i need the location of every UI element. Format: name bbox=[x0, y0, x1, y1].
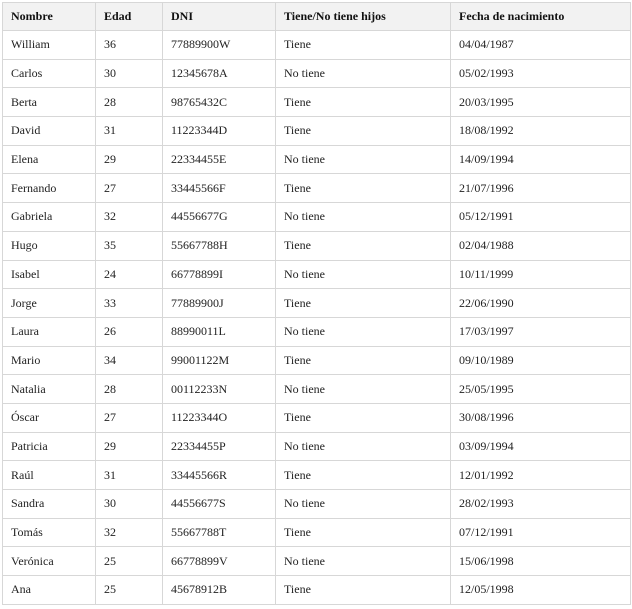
table-row bbox=[3, 203, 631, 232]
cell-hijos: No tiene bbox=[276, 203, 451, 232]
cell-nombre: Tomás bbox=[3, 518, 96, 547]
cell-hijos: No tiene bbox=[276, 317, 451, 346]
cell-fecha-nacimiento: 10/11/1999 bbox=[451, 260, 631, 289]
table-row bbox=[3, 174, 631, 203]
header-edad: Edad bbox=[96, 3, 163, 31]
cell-fecha-nacimiento: 18/08/1992 bbox=[451, 117, 631, 146]
cell-fecha-nacimiento: 30/08/1996 bbox=[451, 403, 631, 432]
cell-hijos: No tiene bbox=[276, 260, 451, 289]
header-nombre: Nombre bbox=[3, 3, 96, 31]
people-table bbox=[2, 2, 631, 605]
cell-edad: 27 bbox=[96, 403, 163, 432]
cell-nombre: Patricia bbox=[3, 432, 96, 461]
table-row bbox=[3, 346, 631, 375]
cell-hijos: No tiene bbox=[276, 59, 451, 88]
header-dni: DNI bbox=[163, 3, 276, 31]
cell-dni: 99001122M bbox=[163, 346, 276, 375]
table-row bbox=[3, 432, 631, 461]
table-row bbox=[3, 88, 631, 117]
cell-dni: 00112233N bbox=[163, 375, 276, 404]
cell-fecha-nacimiento: 12/01/1992 bbox=[451, 461, 631, 490]
cell-edad: 33 bbox=[96, 289, 163, 318]
cell-edad: 32 bbox=[96, 518, 163, 547]
table-row bbox=[3, 375, 631, 404]
cell-nombre: Berta bbox=[3, 88, 96, 117]
cell-nombre: Mario bbox=[3, 346, 96, 375]
table-row bbox=[3, 576, 631, 605]
cell-dni: 44556677S bbox=[163, 490, 276, 519]
cell-hijos: Tiene bbox=[276, 403, 451, 432]
cell-dni: 12345678A bbox=[163, 59, 276, 88]
cell-hijos: No tiene bbox=[276, 432, 451, 461]
cell-dni: 77889900J bbox=[163, 289, 276, 318]
cell-fecha-nacimiento: 02/04/1988 bbox=[451, 231, 631, 260]
cell-hijos: Tiene bbox=[276, 461, 451, 490]
header-fecha-nacimiento: Fecha de nacimiento bbox=[451, 3, 631, 31]
cell-nombre: Carlos bbox=[3, 59, 96, 88]
cell-nombre: Jorge bbox=[3, 289, 96, 318]
table-row bbox=[3, 289, 631, 318]
cell-hijos: Tiene bbox=[276, 231, 451, 260]
cell-dni: 77889900W bbox=[163, 31, 276, 60]
cell-dni: 33445566F bbox=[163, 174, 276, 203]
cell-dni: 55667788T bbox=[163, 518, 276, 547]
cell-hijos: No tiene bbox=[276, 145, 451, 174]
table-body bbox=[3, 31, 631, 605]
cell-hijos: Tiene bbox=[276, 346, 451, 375]
cell-fecha-nacimiento: 09/10/1989 bbox=[451, 346, 631, 375]
cell-dni: 11223344O bbox=[163, 403, 276, 432]
cell-dni: 66778899V bbox=[163, 547, 276, 576]
cell-hijos: Tiene bbox=[276, 174, 451, 203]
cell-hijos: Tiene bbox=[276, 576, 451, 605]
cell-dni: 22334455E bbox=[163, 145, 276, 174]
cell-nombre: Raúl bbox=[3, 461, 96, 490]
cell-nombre: Laura bbox=[3, 317, 96, 346]
cell-nombre: Fernando bbox=[3, 174, 96, 203]
cell-dni: 98765432C bbox=[163, 88, 276, 117]
table-header-row bbox=[3, 3, 631, 31]
cell-nombre: William bbox=[3, 31, 96, 60]
cell-nombre: Elena bbox=[3, 145, 96, 174]
cell-edad: 29 bbox=[96, 432, 163, 461]
cell-hijos: Tiene bbox=[276, 88, 451, 117]
cell-fecha-nacimiento: 17/03/1997 bbox=[451, 317, 631, 346]
cell-dni: 22334455P bbox=[163, 432, 276, 461]
cell-fecha-nacimiento: 14/09/1994 bbox=[451, 145, 631, 174]
cell-fecha-nacimiento: 28/02/1993 bbox=[451, 490, 631, 519]
cell-dni: 44556677G bbox=[163, 203, 276, 232]
cell-hijos: Tiene bbox=[276, 289, 451, 318]
table-row bbox=[3, 490, 631, 519]
cell-edad: 28 bbox=[96, 375, 163, 404]
table-row bbox=[3, 317, 631, 346]
cell-dni: 55667788H bbox=[163, 231, 276, 260]
cell-nombre: Hugo bbox=[3, 231, 96, 260]
table-row bbox=[3, 461, 631, 490]
cell-dni: 11223344D bbox=[163, 117, 276, 146]
cell-edad: 35 bbox=[96, 231, 163, 260]
cell-edad: 27 bbox=[96, 174, 163, 203]
cell-hijos: Tiene bbox=[276, 518, 451, 547]
cell-nombre: Ana bbox=[3, 576, 96, 605]
cell-edad: 29 bbox=[96, 145, 163, 174]
cell-fecha-nacimiento: 07/12/1991 bbox=[451, 518, 631, 547]
cell-nombre: Natalia bbox=[3, 375, 96, 404]
cell-dni: 66778899I bbox=[163, 260, 276, 289]
cell-edad: 34 bbox=[96, 346, 163, 375]
cell-nombre: Óscar bbox=[3, 403, 96, 432]
cell-dni: 33445566R bbox=[163, 461, 276, 490]
table-row bbox=[3, 518, 631, 547]
cell-hijos: Tiene bbox=[276, 31, 451, 60]
cell-edad: 30 bbox=[96, 490, 163, 519]
cell-fecha-nacimiento: 25/05/1995 bbox=[451, 375, 631, 404]
cell-hijos: Tiene bbox=[276, 117, 451, 146]
table-row bbox=[3, 31, 631, 60]
cell-hijos: No tiene bbox=[276, 375, 451, 404]
cell-fecha-nacimiento: 20/03/1995 bbox=[451, 88, 631, 117]
cell-edad: 26 bbox=[96, 317, 163, 346]
cell-hijos: No tiene bbox=[276, 490, 451, 519]
cell-fecha-nacimiento: 12/05/1998 bbox=[451, 576, 631, 605]
cell-nombre: David bbox=[3, 117, 96, 146]
table-row bbox=[3, 260, 631, 289]
cell-edad: 25 bbox=[96, 576, 163, 605]
cell-fecha-nacimiento: 05/12/1991 bbox=[451, 203, 631, 232]
cell-edad: 32 bbox=[96, 203, 163, 232]
cell-nombre: Sandra bbox=[3, 490, 96, 519]
cell-dni: 45678912B bbox=[163, 576, 276, 605]
cell-edad: 28 bbox=[96, 88, 163, 117]
table-row bbox=[3, 59, 631, 88]
cell-fecha-nacimiento: 21/07/1996 bbox=[451, 174, 631, 203]
cell-nombre: Verónica bbox=[3, 547, 96, 576]
cell-nombre: Isabel bbox=[3, 260, 96, 289]
cell-hijos: No tiene bbox=[276, 547, 451, 576]
table-row bbox=[3, 117, 631, 146]
cell-edad: 24 bbox=[96, 260, 163, 289]
cell-edad: 36 bbox=[96, 31, 163, 60]
cell-edad: 30 bbox=[96, 59, 163, 88]
cell-fecha-nacimiento: 22/06/1990 bbox=[451, 289, 631, 318]
cell-fecha-nacimiento: 15/06/1998 bbox=[451, 547, 631, 576]
cell-nombre: Gabriela bbox=[3, 203, 96, 232]
cell-fecha-nacimiento: 04/04/1987 bbox=[451, 31, 631, 60]
cell-fecha-nacimiento: 03/09/1994 bbox=[451, 432, 631, 461]
cell-fecha-nacimiento: 05/02/1993 bbox=[451, 59, 631, 88]
cell-edad: 31 bbox=[96, 461, 163, 490]
table-row bbox=[3, 547, 631, 576]
header-hijos: Tiene/No tiene hijos bbox=[276, 3, 451, 31]
cell-edad: 31 bbox=[96, 117, 163, 146]
table-row bbox=[3, 231, 631, 260]
cell-edad: 25 bbox=[96, 547, 163, 576]
table-row bbox=[3, 145, 631, 174]
cell-dni: 88990011L bbox=[163, 317, 276, 346]
table-row bbox=[3, 403, 631, 432]
